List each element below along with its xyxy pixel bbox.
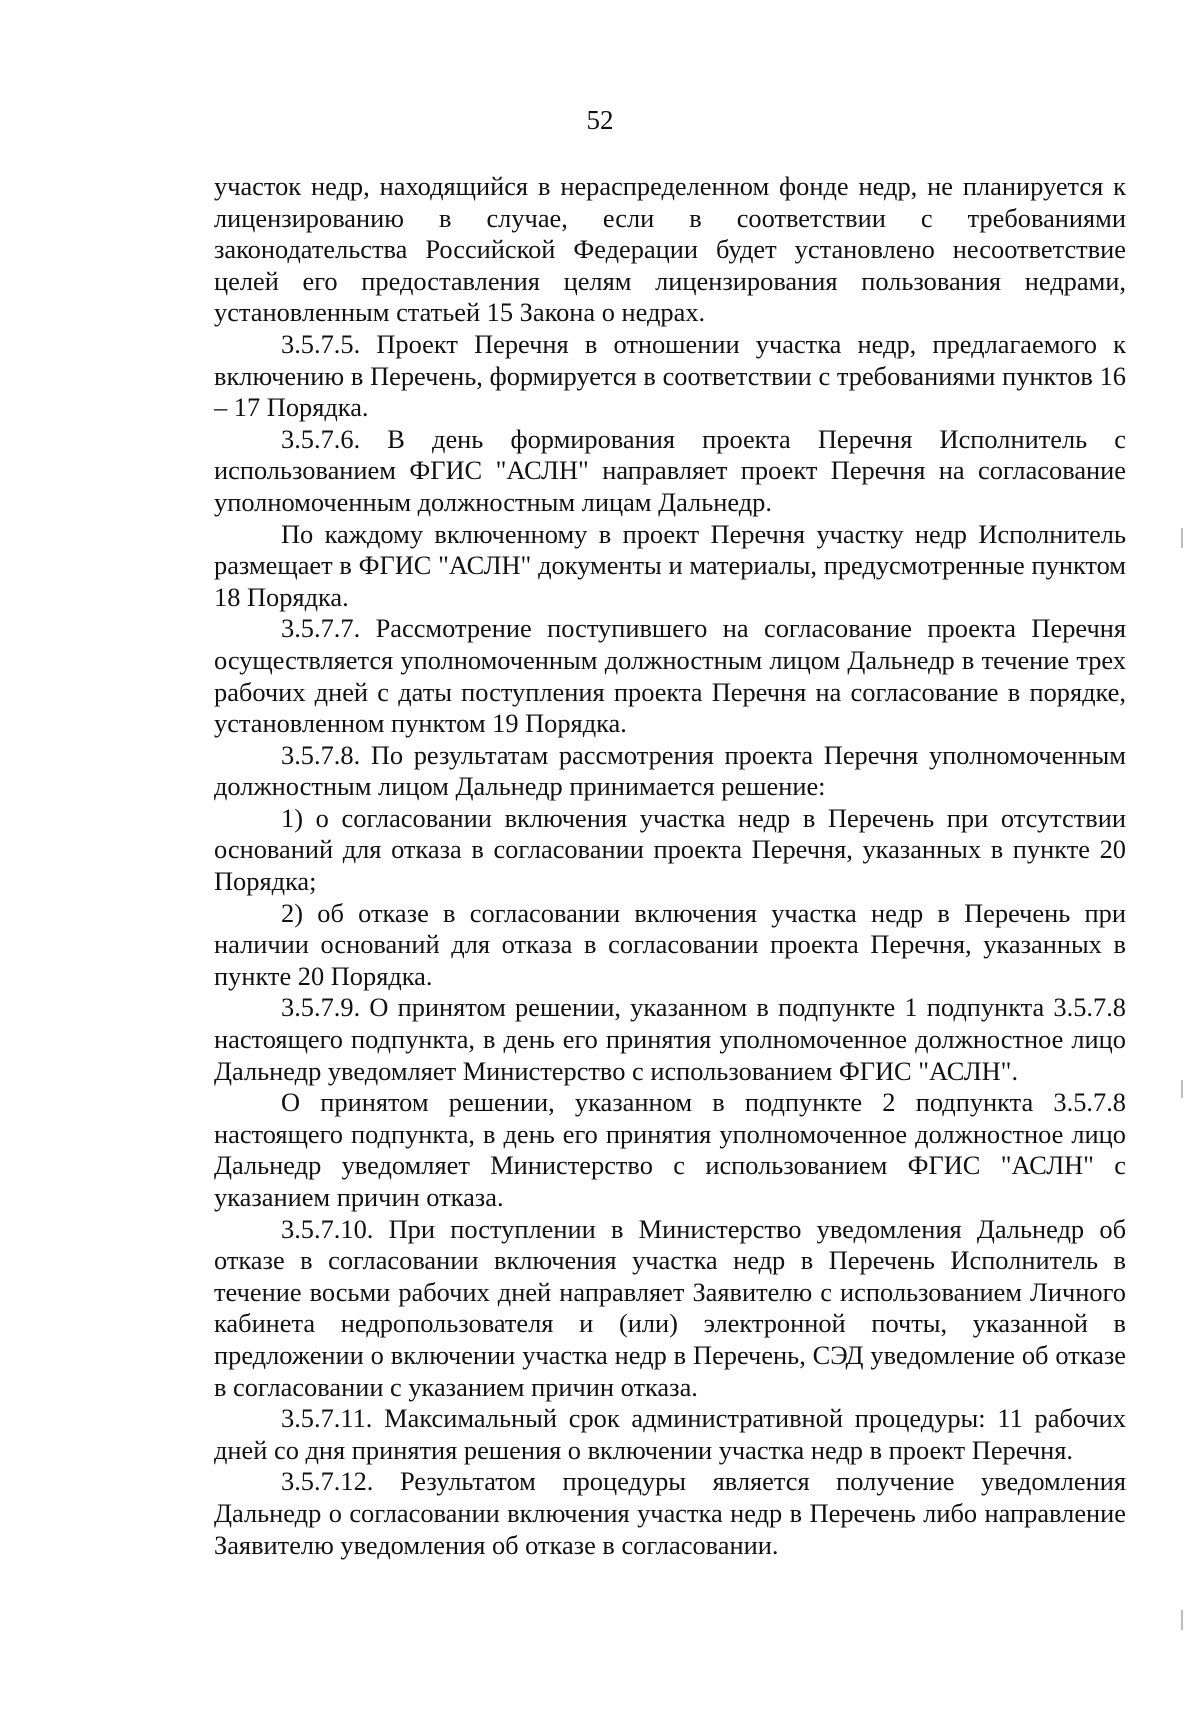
paragraph-3-5-7-10: 3.5.7.10. При поступлении в Министерство уведомления Дальнедр об отказе в согласовании включения участка недр в Перечень Исполнитель в течение восьми рабочих дней направляет Заявителю с использованием Личного кабинета недропользователя и (или) электронной почты, указанной в предложении о включении участка недр в Перечень, СЭД уведомление об отказе в согласовании с указанием причин отказа. <box>214 1213 1126 1402</box>
paragraph-3-5-7-9: 3.5.7.9. О принятом решении, указанном в подпункте 1 подпункта 3.5.7.8 настоящего подпункта, в день его принятия уполномоченное должностное лицо Дальнедр уведомляет Министерство с использованием ФГИС "АСЛН". <box>214 992 1126 1086</box>
scan-mark <box>1181 1610 1183 1630</box>
document-body <box>214 171 1126 1561</box>
paragraph-3-5-7-6: 3.5.7.6. В день формирования проекта Перечня Исполнитель с использованием ФГИС "АСЛН" направляет проект Перечня на согласование уполномоченным должностным лицам Дальнедр. <box>214 423 1126 517</box>
list-item-approval: 1) о согласовании включения участка недр в Перечень при отсутствии оснований для отказа в согласовании проекта Перечня, указанных в пункте 20 Порядка; <box>214 802 1126 897</box>
paragraph-continuation: участок недр, находящийся в нераспределенном фонде недр, не планируется к лицензированию в случае, если в соответствии с требованиями законодательства Российской Федерации будет установлено несоответствие целей его предоставления целям лицензирования пользования недрами, установленным статьей 15 Закона о недрах. <box>214 171 1126 328</box>
paragraph-3-5-7-9-refusal: О принятом решении, указанном в подпункте 2 подпункта 3.5.7.8 настоящего подпункта, в день его принятия уполномоченное должностное лицо Дальнедр уведомляет Министерство с использованием ФГИС "АСЛН" с указанием причин отказа. <box>214 1087 1126 1212</box>
page-number: 52 <box>586 105 614 135</box>
paragraph-3-5-7-7: 3.5.7.7. Рассмотрение поступившего на согласование проекта Перечня осуществляется уполномоченным должностным лицом Дальнедр в течение трех рабочих дней с даты поступления проекта Перечня на согласование в порядке, установленном пунктом 19 Порядка. <box>214 613 1126 739</box>
scan-mark <box>1181 1080 1183 1098</box>
scan-mark <box>1181 528 1183 548</box>
paragraph-3-5-7-8: 3.5.7.8. По результатам рассмотрения проекта Перечня уполномоченным должностным лицом Дальнедр принимается решение: <box>214 739 1126 802</box>
list-item-refusal: 2) об отказе в согласовании включения участка недр в Перечень при наличии оснований для отказа в согласовании проекта Перечня, указанных в пункте 20 Порядка. <box>214 897 1126 991</box>
paragraph-3-5-7-11: 3.5.7.11. Максимальный срок административной процедуры: 11 рабочих дней со дня принятия решения о включении участка недр в проект Перечня. <box>214 1403 1126 1465</box>
paragraph-3-5-7-6-documents: По каждому включенному в проект Перечня участку недр Исполнитель размещает в ФГИС "АСЛН" документы и материалы, предусмотренные пунктом 18 Порядка. <box>214 518 1126 612</box>
paragraph-3-5-7-5: 3.5.7.5. Проект Перечня в отношении участка недр, предлагаемого к включению в Перечень, формируется в соответствии с требованиями пунктов 16 – 17 Порядка. <box>214 328 1126 423</box>
paragraph-3-5-7-12: 3.5.7.12. Результатом процедуры является получение уведомления Дальнедр о согласовании включения участка недр в Перечень либо направление Заявителю уведомления об отказе в согласовании. <box>214 1466 1126 1560</box>
